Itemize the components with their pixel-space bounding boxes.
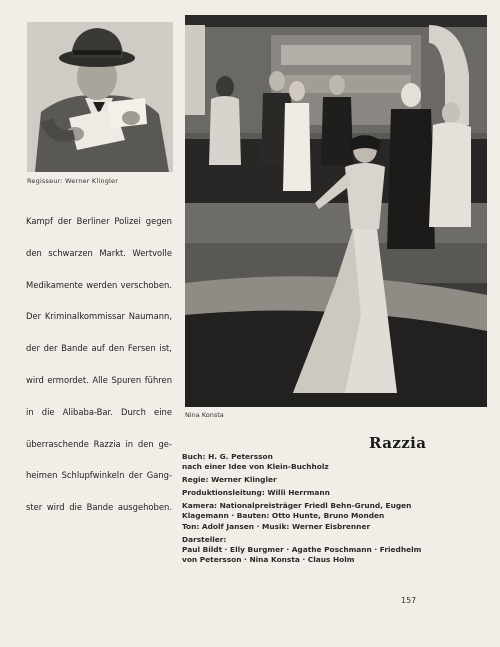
summary-line: Der Kriminalkommissar Naumann, xyxy=(26,311,172,322)
summary-line: Kampf der Berliner Polizei gegen xyxy=(26,216,172,226)
scene-caption: Nina Konsta xyxy=(185,411,224,419)
credit-line: Regie: Werner Klingler xyxy=(182,475,277,485)
summary-line: ster wird die Bande ausgehoben. xyxy=(26,502,172,513)
credit-line: von Petersson · Nina Konsta · Claus Holm xyxy=(182,554,355,564)
credit-line: Ton: Adolf Jansen · Musik: Werner Eisbrenner xyxy=(182,521,371,531)
summary-line: überraschende Razzia in den ge- xyxy=(26,438,172,449)
credit-line: Klagemann · Bauten: Otto Hunte, Bruno Monden xyxy=(182,511,385,521)
summary-line: den schwarzen Markt. Wertvolle xyxy=(26,247,172,258)
director-caption: Regisseur: Werner Klingler xyxy=(27,177,119,185)
credit-director xyxy=(182,475,422,485)
credit-line: Kamera: Nationalpreisträger Friedl Behn-Grund, Eugen xyxy=(182,501,412,511)
summary-line: in die Alibaba-Bar. Durch eine xyxy=(26,406,172,417)
credit-writer xyxy=(182,452,422,472)
credit-line: Produktionsleitung: Willi Herrmann xyxy=(182,488,330,498)
credit-crew xyxy=(182,501,422,531)
page-number: 157 xyxy=(401,596,417,605)
summary-line: Medikamente werden verschoben. xyxy=(26,279,172,290)
director-photo xyxy=(27,22,173,172)
credit-line: Buch: H. G. Petersson xyxy=(182,452,273,461)
scene-photo xyxy=(185,15,487,407)
scene-photo-image xyxy=(185,15,487,407)
summary-line: wird ermordet. Alle Spuren führen xyxy=(26,374,172,385)
plot-summary xyxy=(26,206,172,524)
summary-line: heimen Schlupfwinkeln der Gang- xyxy=(26,470,172,481)
film-credits xyxy=(182,452,422,568)
summary-line: der der Bande auf den Fersen ist, xyxy=(26,343,172,354)
credit-line: nach einer Idee von Klein-Buchholz xyxy=(182,462,329,472)
director-photo-image xyxy=(27,22,173,172)
credit-line: Paul Bildt · Elly Burgmer · Agathe Poschmann · Friedhelm xyxy=(182,544,422,554)
credit-production xyxy=(182,488,422,498)
credit-line: Darsteller: xyxy=(182,534,227,544)
credit-cast xyxy=(182,535,422,565)
film-title: Razzia xyxy=(369,434,427,452)
